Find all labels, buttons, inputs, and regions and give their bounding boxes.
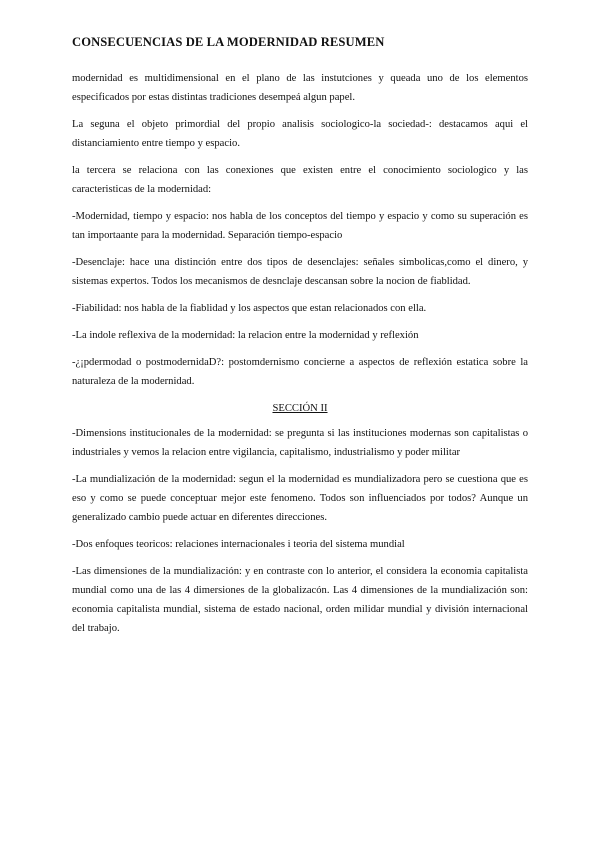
paragraph-enfoques-teoricos: -Dos enfoques teoricos: relaciones internacionales i teoria del sistema mundial	[72, 539, 405, 550]
document-page	[72, 34, 528, 646]
paragraph-desenclaje: -Desenclaje: hace una distinción entre dos tipos de desenclajes: señales simbolicas,como el dinero, y sistemas expertos. Todos los mecanismos de desnclaje descansan sobre la nocion de fiablidad.	[72, 257, 528, 287]
paragraph-multidimensional: modernidad es multidimensional en el plano de las instutciones y queada uno de los elementos especificados por estas distintas tradiciones desempeá algun papel.	[72, 73, 528, 103]
paragraph-dimensiones-mundializacion: -Las dimensiones de la mundialización: y en contraste con lo anterior, el considera la economia capitalista mundial como una de las 4 dimersiones de la globalizacón. Las 4 dimensiones de la mundialización son: economia capitalista mundial, sistema de estado nacional, orden milidar mundial y división internacional del trabajo.	[72, 566, 528, 634]
paragraph-fiabilidad: -Fiabilidad: nos habla de la fiablidad y los aspectos que estan relacionados con ella.	[72, 303, 427, 314]
section-ii-heading: SECCIÓN II	[272, 403, 328, 414]
document-title: CONSECUENCIAS DE LA MODERNIDAD RESUMEN	[72, 35, 385, 49]
paragraph-objeto-primordial: La seguna el objeto primordial del propio analisis sociologico-la sociedad-: destacamos aqui el distanciamiento entre tiempo y espacio.	[72, 119, 528, 149]
paragraph-tercera: la tercera se relaciona con las conexiones que existen entre el conocimiento sociologico y las caracteristicas de la modernidad:	[72, 165, 528, 195]
paragraph-indole-reflexiva: -La indole reflexiva de la modernidad: la relacion entre la modernidad y reflexión	[72, 330, 419, 341]
paragraph-mundializacion: -La mundialización de la modernidad: segun el la modernidad es mundializadora pero se cuestiona que es eso y como se puede conceptuar mejor este fenomeno. Todos son influenciados por todos? Aunque un generalizado cambio puede actuar en diferentes direcciones.	[72, 474, 528, 523]
paragraph-tiempo-espacio: -Modernidad, tiempo y espacio: nos habla de los conceptos del tiempo y espacio y como su superación es tan importaante para la modernidad. Separación tiempo-espacio	[72, 211, 528, 241]
paragraph-postmodernidad: -¿¡pdermodad o postmodernidaD?: postomdernismo concierne a aspectos de reflexión estatica sobre la naturaleza de la modernidad.	[72, 357, 528, 387]
paragraph-dimensiones-institucionales: -Dimensions institucionales de la modernidad: se pregunta si las instituciones modernas son capitalistas o industriales y vemos la relacion entre vigilancia, capitalismo, industrialismo y poder militar	[72, 428, 528, 458]
